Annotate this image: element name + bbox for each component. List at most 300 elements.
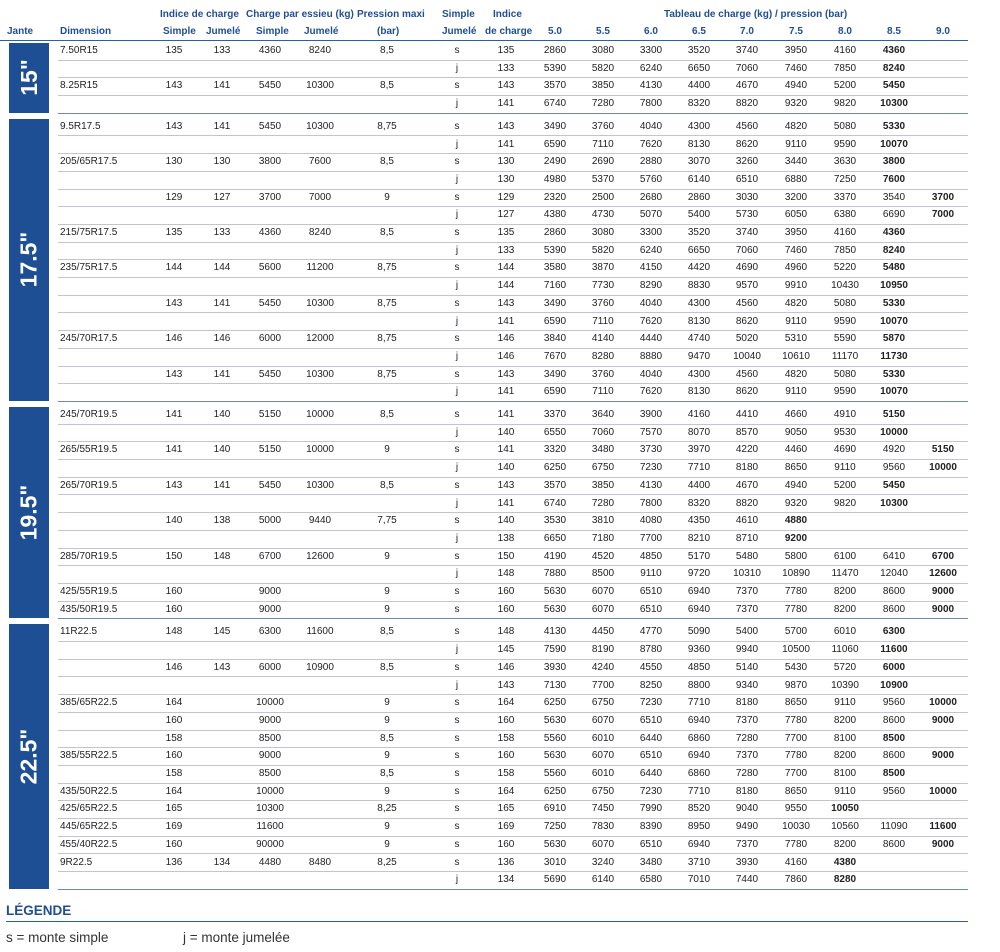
table-cell: 158: [497, 732, 515, 744]
table-cell: 148: [497, 568, 515, 580]
table-cell: 8390: [639, 821, 663, 833]
table-cell: 143: [165, 297, 183, 309]
table-cell: 3840: [543, 333, 567, 345]
table-cell: 6650: [543, 532, 567, 544]
table-cell: 4400: [687, 80, 711, 92]
table-cell: 144: [213, 262, 231, 274]
table-cell: 6700: [258, 550, 282, 562]
table-cell: 141: [213, 368, 231, 380]
table-cell: 3640: [591, 409, 615, 420]
table-cell: 160: [497, 750, 515, 762]
table-cell: 144: [497, 262, 515, 274]
table-cell: 133: [497, 62, 515, 74]
table-cell: 9110: [834, 785, 856, 797]
table-cell: 3930: [735, 856, 759, 868]
table-cell: 4130: [639, 80, 663, 92]
table-cell: 4660: [784, 409, 808, 420]
table-row: [58, 712, 968, 731]
table-cell: 6910: [543, 803, 567, 815]
table-cell: 4960: [784, 262, 808, 274]
table-cell: 8130: [687, 315, 711, 327]
table-cell: 8480: [308, 856, 332, 868]
table-cell: 7710: [687, 462, 711, 474]
table-cell: s: [454, 156, 460, 168]
table-cell: 11600: [306, 626, 334, 638]
table-cell: 9000: [258, 586, 282, 597]
dimension-cell: 235/75R17.5: [60, 262, 118, 274]
table-cell: 160: [165, 603, 183, 615]
table-cell: 9: [384, 697, 390, 709]
table-cell: 8100: [833, 768, 857, 779]
table-cell: 146: [497, 350, 515, 362]
table-cell: 7800: [639, 497, 663, 509]
table-row: [58, 224, 968, 243]
table-cell: 10000: [929, 462, 957, 474]
table-cell: 9870: [784, 679, 808, 691]
table-cell: 7620: [639, 386, 663, 398]
table-cell: 5450: [258, 368, 282, 380]
dimension-cell: 245/70R19.5: [60, 409, 118, 420]
table-cell: 164: [165, 785, 183, 797]
table-cell: 8200: [833, 750, 857, 762]
table-cell: 143: [165, 479, 183, 491]
table-cell: j: [455, 244, 459, 256]
table-cell: 10000: [880, 426, 908, 438]
table-cell: 2490: [543, 156, 567, 168]
table-cell: 9: [384, 821, 390, 833]
table-cell: 133: [497, 244, 515, 256]
table-cell: 8100: [833, 732, 857, 744]
dimension-cell: 8.25R15: [60, 80, 98, 92]
rim-size-band: [9, 624, 49, 889]
table-cell: j: [455, 209, 459, 221]
table-cell: 7780: [784, 714, 808, 726]
table-cell: s: [454, 732, 460, 744]
table-cell: 7800: [639, 98, 663, 110]
dimension-cell: 435/50R19.5: [60, 603, 118, 615]
table-cell: 143: [497, 679, 515, 691]
table-cell: 10950: [880, 280, 908, 292]
table-cell: 9: [384, 714, 390, 726]
table-cell: 7570: [639, 426, 663, 438]
table-cell: 10070: [880, 315, 908, 327]
table-cell: 7280: [591, 98, 615, 110]
table-cell: 9110: [785, 315, 807, 327]
table-cell: 8240: [308, 45, 332, 56]
table-cell: 160: [165, 586, 183, 597]
table-cell: 3760: [591, 368, 615, 380]
table-cell: 135: [497, 45, 515, 56]
header-jante: Jante: [7, 26, 34, 37]
table-cell: 8780: [639, 644, 663, 656]
table-cell: 10310: [733, 568, 761, 580]
table-cell: 129: [165, 191, 183, 203]
table-cell: 4350: [687, 515, 711, 527]
dimension-cell: 285/70R19.5: [60, 550, 118, 562]
table-cell: j: [455, 98, 459, 110]
header-pressure-5-5: 5.5: [596, 26, 610, 37]
table-cell: 6300: [258, 626, 282, 638]
table-cell: 6550: [543, 426, 567, 438]
dimension-cell: 7.50R15: [60, 45, 98, 56]
header-charge-jumele: Jumelé: [304, 26, 339, 37]
table-cell: 4920: [882, 444, 906, 456]
table-cell: 9910: [784, 280, 808, 292]
table-cell: 5600: [258, 262, 282, 274]
table-cell: 90000: [256, 838, 284, 850]
table-cell: 7110: [592, 315, 614, 327]
table-cell: 6580: [639, 874, 663, 886]
table-row: [58, 136, 968, 155]
table-cell: 136: [165, 856, 183, 868]
rim-size-band: [9, 407, 49, 618]
table-cell: 8600: [882, 750, 906, 762]
table-cell: 4480: [258, 856, 282, 868]
table-cell: 136: [497, 856, 515, 868]
table-cell: s: [454, 444, 460, 456]
table-cell: 7370: [735, 750, 759, 762]
table-cell: 4380: [833, 856, 857, 868]
table-cell: 165: [497, 803, 515, 815]
table-cell: 9490: [735, 821, 759, 833]
table-cell: 4140: [591, 333, 615, 345]
table-cell: 5330: [882, 120, 906, 132]
table-cell: 8500: [258, 732, 282, 744]
table-cell: 9320: [784, 497, 808, 509]
table-cell: 9820: [833, 98, 857, 110]
table-row: [58, 383, 968, 402]
table-cell: 8600: [882, 838, 906, 850]
table-cell: 9: [384, 191, 390, 203]
dimension-cell: 425/65R22.5: [60, 803, 118, 815]
table-cell: 7710: [687, 697, 711, 709]
table-cell: 130: [497, 173, 515, 185]
table-cell: 10040: [733, 350, 761, 362]
rim-size-label: 22.5": [15, 728, 42, 785]
table-cell: 9570: [735, 280, 759, 292]
table-cell: j: [455, 874, 459, 886]
table-cell: 130: [497, 156, 515, 168]
table-cell: 7860: [784, 874, 808, 886]
table-cell: 130: [213, 156, 231, 168]
table-cell: j: [455, 386, 459, 398]
table-cell: 4360: [882, 45, 906, 56]
table-cell: 7600: [308, 156, 332, 168]
table-cell: 8650: [784, 462, 808, 474]
table-cell: 4220: [735, 444, 759, 456]
table-cell: 7590: [543, 644, 567, 656]
table-cell: 8,75: [377, 297, 397, 309]
rim-size-label: 17.5": [15, 232, 42, 288]
table-cell: j: [455, 532, 459, 544]
table-cell: 4690: [735, 262, 759, 274]
table-cell: 6510: [639, 586, 663, 597]
table-cell: 12600: [929, 568, 957, 580]
table-cell: 8,5: [380, 732, 394, 744]
table-cell: 3870: [591, 262, 615, 274]
table-cell: 9: [384, 838, 390, 850]
table-cell: 5700: [784, 626, 808, 638]
table-cell: 4040: [639, 297, 663, 309]
table-cell: 3300: [639, 227, 663, 238]
table-cell: 5450: [882, 479, 906, 491]
table-cell: 9110: [834, 697, 856, 709]
table-cell: 160: [497, 603, 515, 615]
table-cell: 6000: [258, 333, 282, 345]
dimension-cell: 435/50R22.5: [60, 785, 118, 797]
table-cell: 138: [213, 515, 231, 527]
table-cell: j: [455, 568, 459, 580]
table-cell: 6700: [931, 550, 955, 562]
table-cell: 11730: [880, 350, 908, 362]
table-cell: 141: [497, 444, 515, 456]
header-pressure-6-0: 6.0: [644, 26, 658, 37]
table-cell: 4980: [543, 173, 567, 185]
table-cell: 9560: [882, 462, 906, 474]
table-cell: 10030: [782, 821, 810, 833]
table-cell: 9320: [784, 98, 808, 110]
table-cell: 3540: [882, 191, 906, 203]
table-cell: 9470: [687, 350, 711, 362]
table-cell: 3320: [543, 444, 567, 456]
table-cell: s: [454, 803, 460, 815]
table-cell: 127: [497, 209, 515, 221]
table-cell: 4740: [687, 333, 711, 345]
table-row: [58, 366, 968, 385]
table-cell: 10300: [306, 297, 334, 309]
table-cell: 6240: [639, 244, 663, 256]
table-cell: 146: [165, 333, 183, 345]
table-cell: 135: [165, 227, 183, 238]
table-cell: 158: [165, 732, 183, 744]
table-row: [58, 601, 968, 620]
table-cell: 164: [497, 697, 515, 709]
table-cell: s: [454, 821, 460, 833]
table-cell: 143: [497, 80, 515, 92]
table-cell: 3810: [591, 515, 615, 527]
table-row: [58, 583, 968, 602]
table-cell: 5560: [543, 732, 567, 744]
table-cell: s: [454, 479, 460, 491]
table-cell: s: [454, 586, 460, 597]
table-cell: 4440: [639, 333, 663, 345]
table-cell: 8,5: [380, 479, 394, 491]
table-cell: 7230: [639, 785, 663, 797]
table-cell: j: [455, 462, 459, 474]
table-cell: 4160: [784, 856, 808, 868]
table-cell: 6750: [591, 462, 615, 474]
table-cell: 7130: [543, 679, 567, 691]
table-cell: j: [455, 350, 459, 362]
table-cell: 8200: [833, 714, 857, 726]
table-row: [58, 747, 968, 766]
table-cell: 3490: [543, 297, 567, 309]
table-cell: 9110: [640, 568, 662, 580]
table-cell: 143: [165, 368, 183, 380]
header-de-charge: de charge: [485, 26, 533, 37]
table-row: [58, 330, 968, 349]
table-cell: 5310: [784, 333, 808, 345]
table-cell: 9050: [784, 426, 808, 438]
table-cell: 4690: [833, 444, 857, 456]
table-cell: 6140: [687, 173, 711, 185]
table-cell: 8600: [882, 586, 906, 597]
table-cell: 4560: [735, 368, 759, 380]
table-cell: 6380: [833, 209, 857, 221]
table-cell: 9720: [687, 568, 711, 580]
table-cell: 8600: [882, 603, 906, 615]
table-cell: 5560: [543, 768, 567, 779]
table-cell: 8500: [591, 568, 615, 580]
table-cell: 11170: [831, 350, 859, 362]
table-cell: 8,25: [377, 803, 397, 815]
table-cell: 9040: [735, 803, 759, 815]
table-cell: 5170: [687, 550, 711, 562]
table-cell: 5450: [258, 297, 282, 309]
table-cell: 5330: [882, 297, 906, 309]
table-cell: 7710: [687, 785, 711, 797]
table-cell: s: [454, 550, 460, 562]
table-cell: 6510: [639, 838, 663, 850]
table-cell: 3700: [258, 191, 282, 203]
table-cell: 10430: [831, 280, 859, 292]
table-cell: 5000: [258, 515, 282, 527]
table-cell: 6690: [882, 209, 906, 221]
table-cell: 5630: [543, 586, 567, 597]
dimension-cell: 245/70R17.5: [60, 333, 118, 345]
table-cell: 7110: [592, 138, 614, 150]
table-cell: 8240: [308, 227, 332, 238]
table-cell: 5450: [882, 80, 906, 92]
table-cell: 143: [497, 297, 515, 309]
table-cell: 135: [165, 45, 183, 56]
table-cell: 7780: [784, 838, 808, 850]
table-cell: 7230: [639, 697, 663, 709]
table-cell: 9940: [735, 644, 759, 656]
table-cell: 2690: [591, 156, 615, 168]
table-cell: 10300: [306, 80, 334, 92]
table-cell: 4820: [784, 297, 808, 309]
table-cell: 10300: [306, 479, 334, 491]
table-cell: 3800: [882, 156, 906, 168]
table-cell: 5400: [735, 626, 759, 638]
table-cell: 5150: [931, 444, 955, 456]
table-cell: 8240: [882, 244, 906, 256]
table-cell: 7850: [833, 62, 857, 74]
table-cell: 8,5: [380, 227, 394, 238]
table-cell: 4380: [543, 209, 567, 221]
table-cell: 2680: [639, 191, 663, 203]
table-cell: 7780: [784, 586, 808, 597]
table-cell: 6010: [833, 626, 857, 638]
table-cell: 148: [497, 626, 515, 638]
dimension-cell: 385/65R22.5: [60, 697, 118, 709]
table-cell: 7180: [591, 532, 615, 544]
table-cell: 4770: [639, 626, 663, 638]
table-cell: 8600: [882, 714, 906, 726]
table-cell: 143: [497, 120, 515, 132]
table-cell: 129: [497, 191, 515, 203]
table-cell: 3370: [833, 191, 857, 203]
table-cell: 8800: [687, 679, 711, 691]
table-cell: 9000: [931, 603, 955, 615]
table-cell: 10000: [306, 444, 334, 456]
table-cell: 5390: [543, 244, 567, 256]
table-cell: 4040: [639, 368, 663, 380]
table-row: [58, 677, 968, 696]
table-cell: 6750: [591, 697, 615, 709]
table-cell: 7990: [639, 803, 663, 815]
table-cell: 2860: [543, 45, 567, 56]
rim-size-band: [9, 43, 49, 113]
table-cell: 141: [213, 297, 231, 309]
table-cell: 6050: [784, 209, 808, 221]
dimension-cell: 455/40R22.5: [60, 838, 118, 850]
table-cell: 9000: [931, 750, 955, 762]
table-cell: 7620: [639, 315, 663, 327]
table-cell: 8500: [882, 768, 906, 779]
table-cell: 8570: [735, 426, 759, 438]
table-cell: j: [455, 315, 459, 327]
table-cell: 141: [213, 80, 231, 92]
header-pressure-9-0: 9.0: [936, 26, 950, 37]
table-cell: 127: [213, 191, 231, 203]
table-cell: 138: [497, 532, 515, 544]
table-cell: 8280: [591, 350, 615, 362]
table-cell: 3950: [784, 227, 808, 238]
table-cell: 4850: [639, 550, 663, 562]
table-cell: 7250: [543, 821, 567, 833]
table-cell: 7850: [833, 244, 857, 256]
table-cell: 133: [213, 227, 231, 238]
table-cell: 11600: [256, 821, 284, 833]
table-row: [58, 495, 968, 514]
table-cell: s: [454, 120, 460, 132]
table-cell: 6000: [258, 661, 282, 673]
table-cell: 3490: [543, 368, 567, 380]
rim-size-label: 15": [15, 59, 42, 97]
table-cell: 8210: [687, 532, 711, 544]
table-cell: 10070: [880, 386, 908, 398]
table-cell: 7700: [784, 768, 808, 779]
table-cell: 6590: [543, 138, 567, 150]
table-cell: s: [454, 603, 460, 615]
table-cell: 8280: [833, 874, 857, 886]
table-cell: 7370: [735, 586, 759, 597]
table-cell: 9: [384, 785, 390, 797]
table-cell: 146: [497, 661, 515, 673]
table-cell: 2860: [687, 191, 711, 203]
table-cell: 5370: [591, 173, 615, 185]
table-row: [58, 95, 968, 114]
table-cell: 7060: [735, 244, 759, 256]
table-cell: 7460: [784, 244, 808, 256]
dimension-cell: 385/55R22.5: [60, 750, 118, 762]
table-cell: 5450: [258, 120, 282, 132]
table-cell: 4670: [735, 80, 759, 92]
table-cell: 10300: [880, 497, 908, 509]
header-rule: [0, 40, 968, 41]
table-cell: 8,5: [380, 661, 394, 673]
table-cell: 8,5: [380, 409, 394, 420]
table-cell: 160: [165, 750, 183, 762]
table-cell: 8620: [735, 315, 759, 327]
table-cell: s: [454, 697, 460, 709]
table-cell: 5730: [735, 209, 759, 221]
table-cell: 3030: [735, 191, 759, 203]
table-cell: 9440: [308, 515, 332, 527]
table-cell: 6860: [687, 768, 711, 779]
